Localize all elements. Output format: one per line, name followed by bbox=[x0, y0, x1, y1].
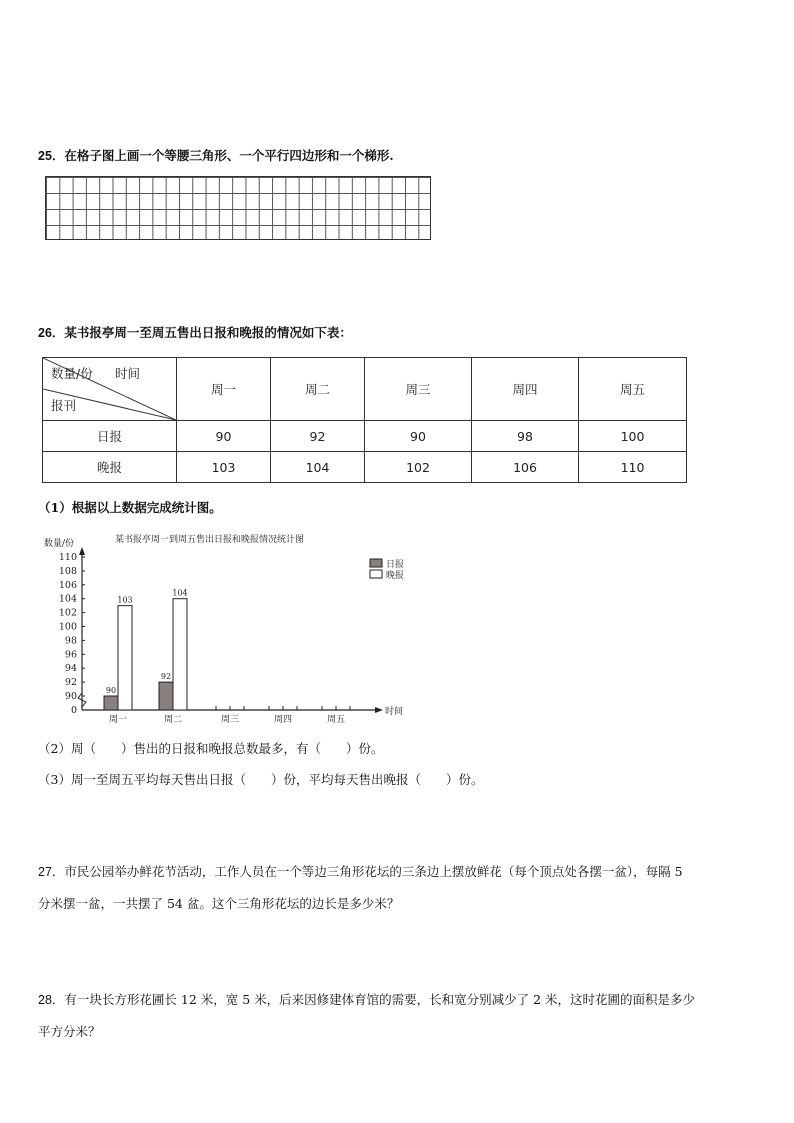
table-cell: 92 bbox=[271, 421, 365, 452]
bar bbox=[159, 682, 173, 710]
question-27-line-1 bbox=[38, 862, 683, 880]
y-tick-label: 100 bbox=[58, 621, 77, 633]
bar-value-label: 103 bbox=[117, 595, 133, 605]
column-header: 周二 bbox=[271, 358, 365, 421]
bar bbox=[104, 696, 118, 710]
question-text: 在格子图上画一个等腰三角形、一个平行四边形和一个梯形. bbox=[64, 148, 394, 163]
legend-label: 晚报 bbox=[386, 571, 405, 581]
question-28-line-1 bbox=[38, 990, 695, 1008]
x-tick-label: 周一 bbox=[108, 715, 128, 725]
table-cell: 103 bbox=[177, 452, 271, 483]
y-tick-label: 106 bbox=[58, 579, 77, 591]
x-tick-label: 周三 bbox=[220, 715, 240, 725]
legend-swatch bbox=[370, 559, 382, 567]
y-tick-label: 110 bbox=[58, 552, 77, 563]
row-label: 日报 bbox=[43, 421, 177, 452]
sub-question-2: （2）周（ ）售出的日报和晚报总数最多，有（ ）份。 bbox=[38, 741, 384, 756]
sales-table bbox=[42, 357, 687, 483]
question-text: 某书报亭周一至周五售出日报和晚报的情况如下表： bbox=[64, 325, 352, 340]
legend-swatch bbox=[370, 570, 382, 578]
chart-title: 某书报亭周一到周五售出日报和晚报情况统计图 bbox=[115, 535, 305, 545]
y-axis-arrow bbox=[79, 547, 85, 555]
sub-question-1: （1）根据以上数据完成统计图。 bbox=[38, 500, 222, 515]
table-corner-cell bbox=[43, 358, 177, 421]
x-axis-arrow bbox=[375, 707, 383, 713]
column-header: 周四 bbox=[472, 358, 579, 421]
question-28-line-2: 平方分米？ bbox=[38, 1024, 101, 1039]
x-tick-label: 周二 bbox=[163, 715, 183, 725]
column-header: 周一 bbox=[177, 358, 271, 421]
table-cell: 90 bbox=[365, 421, 472, 452]
bar bbox=[173, 599, 187, 710]
y-tick-label: 92 bbox=[64, 677, 77, 689]
question-26 bbox=[38, 323, 352, 341]
table-cell: 90 bbox=[177, 421, 271, 452]
table-cell: 106 bbox=[472, 452, 579, 483]
bar bbox=[118, 606, 132, 710]
y-tick-label: 90 bbox=[64, 691, 77, 702]
table-cell: 110 bbox=[579, 452, 687, 483]
y-axis-label: 数量/份 bbox=[44, 539, 75, 549]
x-tick-label: 周五 bbox=[326, 715, 346, 725]
y-tick-label: 0 bbox=[70, 705, 77, 716]
table-row bbox=[43, 452, 687, 483]
bar-value-label: 90 bbox=[105, 686, 117, 695]
question-text: 市民公园举办鲜花节活动，工作人员在一个等边三角形花坛的三条边上摆放鲜花（每个顶点处各摆一盆），每隔 5 bbox=[64, 864, 683, 879]
y-tick-label: 98 bbox=[64, 635, 77, 647]
drawing-grid[interactable] bbox=[45, 176, 431, 240]
y-tick-label: 104 bbox=[58, 593, 77, 605]
corner-label-quantity: 数量/份 bbox=[51, 366, 93, 381]
question-25 bbox=[38, 146, 394, 164]
question-number: 28． bbox=[38, 993, 65, 1007]
question-number: 27． bbox=[38, 865, 65, 879]
sub-question-3: （3）周一至周五平均每天售出日报（ ）份，平均每天售出晚报（ ）份。 bbox=[38, 772, 484, 787]
question-number: 26． bbox=[38, 326, 65, 340]
y-tick-label: 94 bbox=[64, 663, 77, 675]
column-header: 周三 bbox=[365, 358, 472, 421]
column-header: 周五 bbox=[579, 358, 687, 421]
question-27-line-2: 分米摆一盆，一共摆了 54 盆。这个三角形花坛的边长是多少米？ bbox=[38, 896, 400, 911]
y-tick-label: 108 bbox=[58, 565, 77, 577]
bar-value-label: 92 bbox=[160, 672, 172, 682]
row-label: 晚报 bbox=[43, 452, 177, 483]
table-cell: 104 bbox=[271, 452, 365, 483]
question-number: 25． bbox=[38, 149, 65, 163]
bar-chart bbox=[40, 525, 420, 725]
legend-label: 日报 bbox=[386, 560, 405, 570]
x-axis-label: 时间 bbox=[385, 707, 404, 717]
table-row bbox=[43, 421, 687, 452]
table-cell: 98 bbox=[472, 421, 579, 452]
corner-label-time: 时间 bbox=[115, 366, 141, 381]
y-tick-label: 96 bbox=[64, 649, 77, 661]
question-text: 有一块长方形花圃长 12 米，宽 5 米，后来因修建体育馆的需要，长和宽分别减少了 2 米，这时花圃的面积是多少 bbox=[64, 992, 696, 1007]
table-cell: 100 bbox=[579, 421, 687, 452]
corner-label-newspaper: 报刊 bbox=[51, 398, 77, 413]
y-tick-label: 102 bbox=[58, 607, 77, 619]
table-cell: 102 bbox=[365, 452, 472, 483]
bar-value-label: 104 bbox=[172, 588, 188, 598]
x-tick-label: 周四 bbox=[273, 715, 293, 725]
